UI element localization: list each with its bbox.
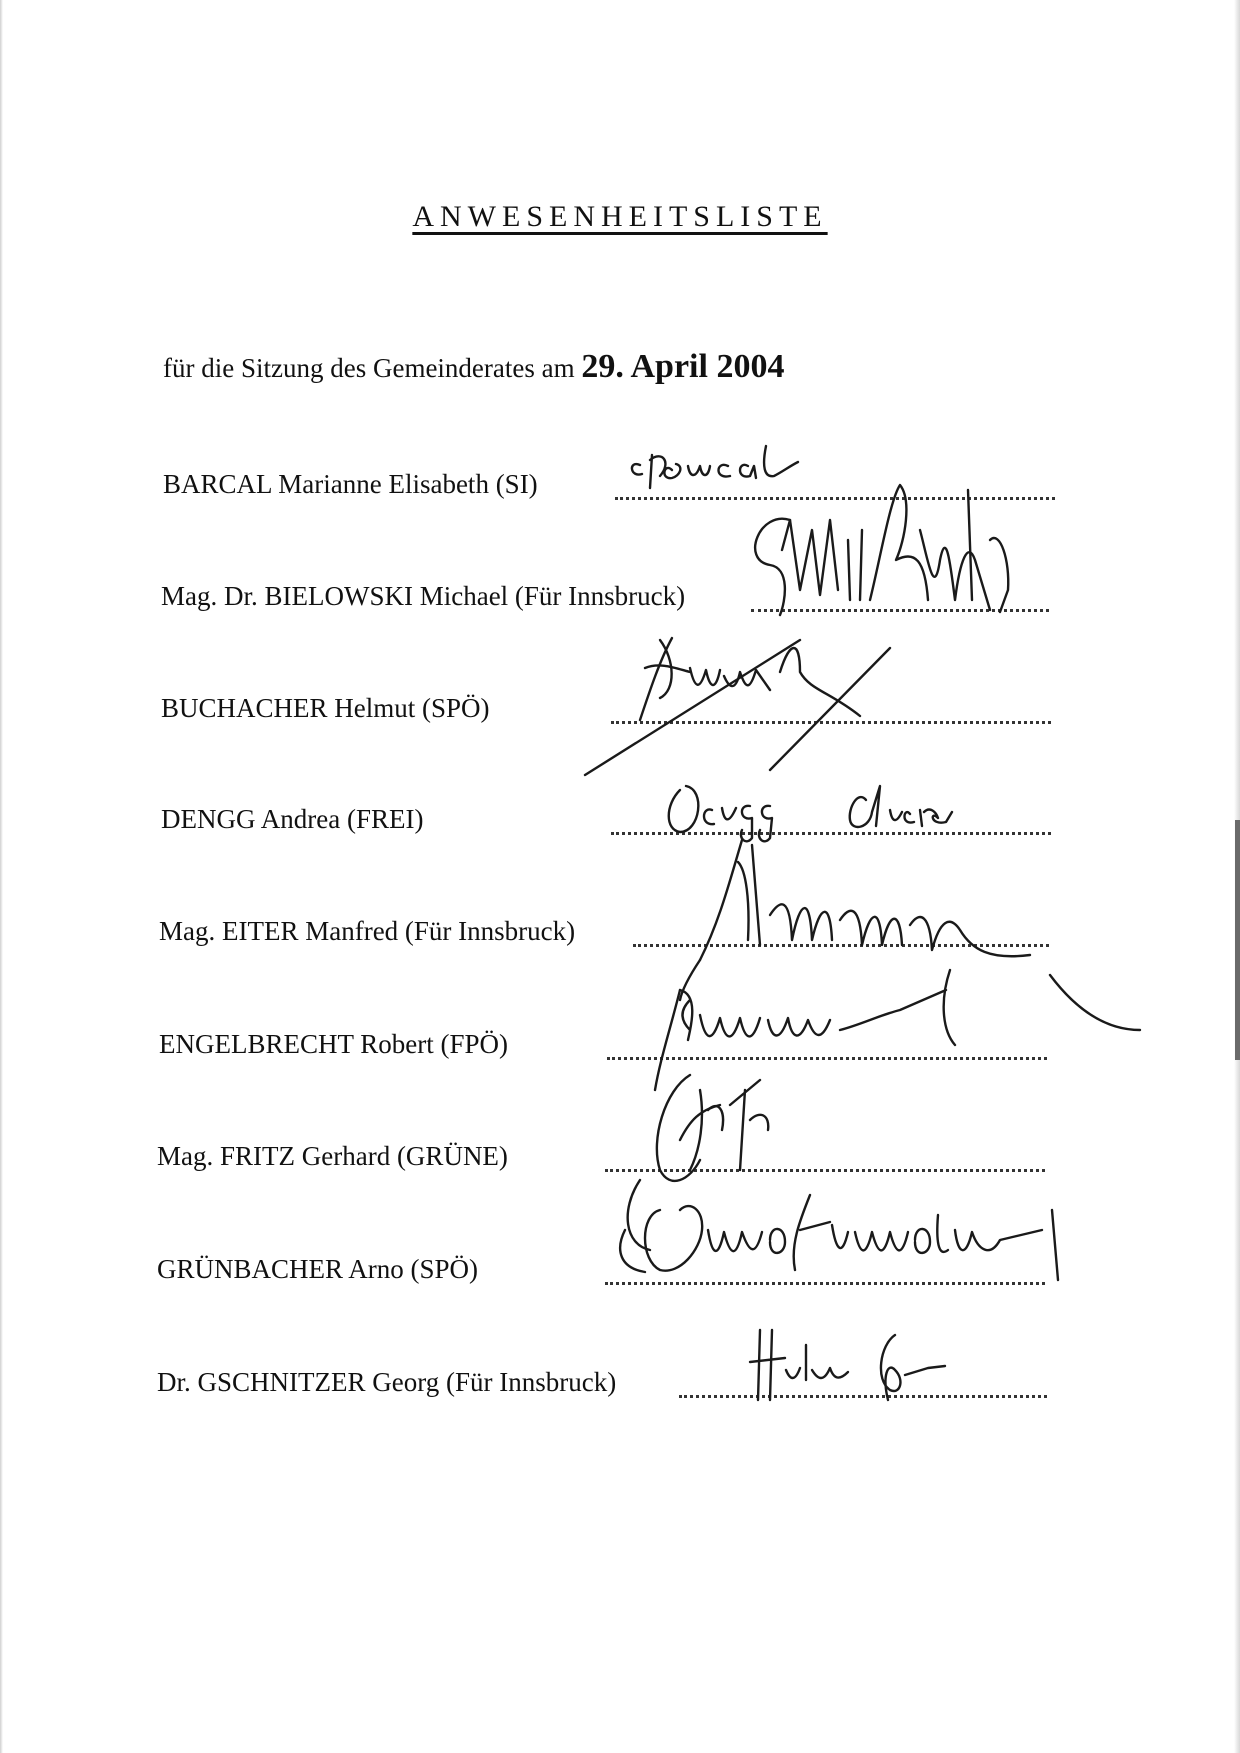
attendee-name: DENGG Andrea (FREI) — [161, 804, 424, 834]
scan-edge-left — [0, 0, 3, 1753]
signature-line — [633, 914, 1049, 947]
attendee-name: GRÜNBACHER Arno (SPÖ) — [157, 1254, 479, 1284]
meeting-line — [163, 348, 784, 386]
attendee-name: BARCAL Marianne Elisabeth (SI) — [163, 469, 538, 499]
attendee-name: BUCHACHER Helmut (SPÖ) — [161, 693, 490, 723]
signature-line — [751, 579, 1049, 612]
signature-line — [611, 691, 1051, 724]
attendee-name: Mag. EITER Manfred (Für Innsbruck) — [159, 916, 576, 946]
attendee-row — [161, 680, 1061, 730]
attendee-row — [159, 903, 1059, 953]
signature-line — [605, 1252, 1045, 1285]
attendee-row — [159, 1016, 1059, 1066]
attendee-row — [161, 568, 1061, 618]
attendee-row — [157, 1354, 1057, 1404]
attendee-row — [157, 1128, 1057, 1178]
attendee-name: Mag. FRITZ Gerhard (GRÜNE) — [157, 1141, 508, 1171]
signature-line — [611, 802, 1051, 835]
scan-edge-mark — [1235, 820, 1240, 1060]
meeting-date: 29. April 2004 — [581, 348, 785, 385]
meeting-line-prefix: für die Sitzung des Gemeinderates am — [163, 353, 575, 383]
attendee-name: Mag. Dr. BIELOWSKI Michael (Für Innsbruck) — [161, 581, 686, 611]
attendee-row — [161, 791, 1061, 841]
attendee-row — [157, 1241, 1057, 1291]
attendee-name: ENGELBRECHT Robert (FPÖ) — [159, 1029, 508, 1059]
signature-line — [605, 1139, 1045, 1172]
document-title-text: ANWESENHEITSLISTE — [412, 200, 828, 233]
attendee-name: Dr. GSCHNITZER Georg (Für Innsbruck) — [157, 1367, 617, 1397]
signature-line — [679, 1365, 1047, 1398]
signature-line — [615, 467, 1055, 500]
signature-line — [607, 1027, 1047, 1060]
attendee-row — [163, 456, 1063, 506]
document-title — [0, 200, 1240, 234]
